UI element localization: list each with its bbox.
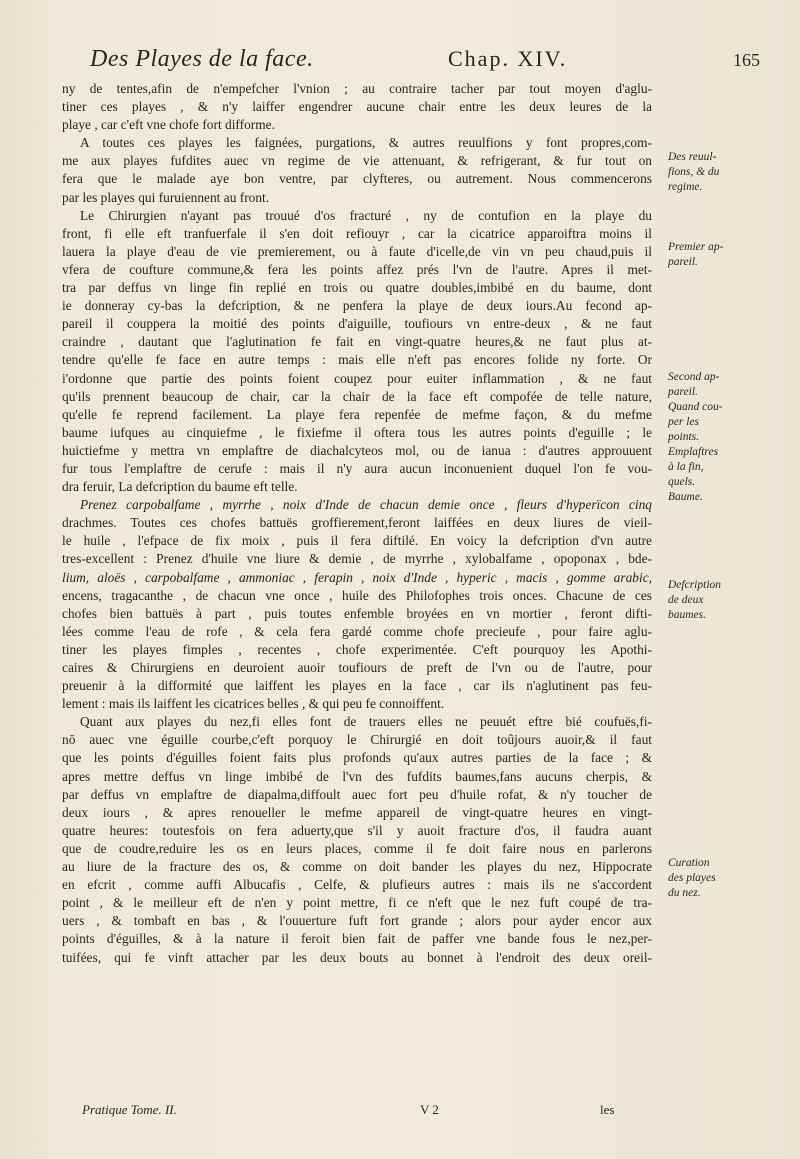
text-line: par deffus vn emplaftre de diapalma,diffoult auec fort peu d'huile rofat, & n'y toucher de (62, 786, 652, 802)
text-line: Prenez carpobalfame , myrrhe , noix d'Inde de chacun demie once , fleurs d'hyperïcon cinq (80, 497, 652, 513)
footer-signature: V 2 (420, 1102, 439, 1117)
text-line: apres mettre deffus vn linge imbibé de l'vn des fufdits baumes,fans aucuns cherpis, & (62, 768, 652, 784)
text-line: fur tous l'emplaftre de cerufe : mais il n'y aura aucun inconuenient duquel l'on fe vou- (62, 460, 652, 476)
margin-note: Des reuul- fions, & du regime. (668, 151, 720, 193)
text-line: lauera la playe d'eau de vie premierement, ou à faute d'icelle,de vin vn peu chaud,puis il (62, 243, 652, 259)
text-line: ny de tentes,afin de n'empefcher l'vnion ; au contraire tacher par tout moyen d'aglu- (62, 81, 652, 96)
text-line: le huile , l'efpace de fix moix , puis il fera diftilé. En voicy la defcription d'vn autre (62, 533, 652, 549)
text-line: fera que le malade aye bon ventre, par clyfteres, ou autrement. Nous commencerons (62, 171, 652, 187)
text-line: uers , & tombaft en bas , & l'ouuerture fuft fort grande ; alors pour ayder encor aux (62, 913, 652, 929)
running-title: Des Playes de la face. (90, 46, 314, 72)
text-line: qu'ils prennent beaucoup de chair, car la chair de la face eft compofée de telle nature, (62, 388, 652, 404)
text-line: points d'éguilles, & à la nature il feroit bien fait de paffer vne bande fous le nez,per- (62, 931, 652, 947)
text-line: i'ordonne que partie des points foient coupez pour euiter inflammation , & ne faut (62, 370, 652, 386)
text-line: Quant aux playes du nez,fi elles font de trauers elles ne peuuét eftre bié coufuës,fi- (80, 714, 652, 730)
text-line: par les playes qui furuiennent au front. (62, 189, 270, 205)
text-line: caires & Chirurgiens en deuroient auoir toufiours de preft de l'vn ou de l'autre, pour (62, 660, 652, 675)
text-line: Le Chirurgien n'ayant pas trouué d'os fracturé , ny de contufion en la playe du (80, 207, 652, 223)
footer-catchword: les (600, 1102, 615, 1117)
text-line: tiner ces playes , & n'y laiffer engendrer aucune chair entre les deux leures de la (62, 99, 652, 115)
footer-book-title: Pratique Tome. II. (82, 1102, 177, 1117)
text-line: preuenir à la difformité que laiffent les playes en la face , car ils n'aglutinent pas feu- (62, 678, 652, 694)
text-line: nō auec vne éguille courbe,c'eft porquoy le Chirurgié en doit toûjours auoir,& il faut (62, 732, 652, 748)
page-header (60, 46, 760, 82)
text-line: huictiefme y mettra vn emplaftre de diachalcyteos mol, ou de ianua : d'autres approuuent (62, 442, 652, 458)
text-line: lées comme l'eau de rofe , & cela fera gardé comme chofe precieufe , pour faire aglu- (62, 623, 652, 639)
text-line: quatre heures: toutesfois on fera aduerty,que s'il y auoit fracture d'os, il faudra auant (62, 822, 652, 838)
text-line: craindre , dautant que l'aglutination fe fait en vingt-quatre heures,& ne faut plus at- (62, 334, 652, 350)
text-line: front, fi elle eft tranfuerfale il s'en doit refiouyr , car la cicatrice apparoiftra moins il (62, 225, 652, 241)
text-line: playe , car c'eft vne chofe fort difforme. (62, 117, 275, 133)
text-line: lium, aloës , carpobalfame , ammoniac , ferapin , noix d'Inde , hyperic , macis , gomme arabic, (62, 569, 652, 585)
margin-note: Defcription de deux baumes. (668, 579, 722, 621)
text-line: baume iufques au cinquiefme , le fixiefme il oftera tous les autres points d'eguille ; le (62, 424, 652, 440)
text-line: tiner les playes fimples , recentes , chofe experimentée. C'eft pourquoy les Apothi- (62, 641, 652, 657)
page-number: 165 (733, 50, 760, 70)
text-line: que les points d'éguilles foient faits plus profonds qu'aux autres parties de la face ; & (62, 750, 652, 766)
text-line: pareil il couppera la moitié des points d'aiguille, toufiours vn entre-deux , & ne faut (62, 316, 652, 332)
text-line: tra par deffus vn linge fin replié en trois ou quatre doubles,imbibé en du baume, dont (62, 280, 652, 296)
margin-note: Curation des playes du nez. (668, 857, 716, 899)
text-line: point , & le meilleur eft de n'en y point mettre, fi ce n'eft que le nez fuft coupé de tra- (62, 895, 652, 911)
text-line: drachmes. Toutes ces chofes battuës groffierement,feront laiffées en deux liures de vieil- (62, 515, 652, 531)
text-line: au liure de la fracture des os, & comme on doit bander les playes du nez, Hippocrate (62, 859, 652, 875)
text-line: dra feruir, La defcription du baume eft telle. (62, 479, 298, 495)
text-line: en efcrit , comme auffi Albucafis , Celfe, & plufieurs autres : mais ils ne s'accordent (62, 877, 652, 893)
text-line: encens, tragacanthe , de chacun vne once , huile des Philofophes trois onces. Chacune de ces (62, 587, 652, 603)
text-line: ie donneray cy-bas la defcription, & ne penfera la playe de deux iours.Au fecond ap- (62, 298, 652, 314)
text-line: A toutes ces playes les faignées, purgations, & autres reuulfions y font propres,com- (80, 135, 652, 151)
text-line: que de coudre,reduire les os en leurs places, comme il fe doit faire nous en parlerons (62, 840, 652, 856)
margin-note: Premier ap- pareil. (668, 241, 724, 268)
text-line: me aux playes fufdites auec vn regime de vie attenuant, & refrigerant, & fur tout on (62, 153, 652, 169)
text-line: tres-excellent : Prenez d'huile vne liure & demie , de myrrhe , xylobalfame , opoponax , bde- (62, 551, 652, 567)
body-text (62, 80, 652, 967)
text-line: qu'elle fe reprend facilement. La playe fera repenfée de mefme façon, & du mefme (62, 406, 652, 422)
text-line: tuifées, qui fe vinft attacher par les deux bouts au bonnet à l'endroit des deux oreil- (62, 949, 652, 965)
chapter-heading: Chap. XIV. (448, 46, 568, 71)
text-line: deux iours , & apres renoueller le mefme appareil de vingt-quatre heures en vingt- (62, 804, 652, 820)
text-line: lement : mais ils laiffent les cicatrices belles , & qui peu fe connoiffent. (62, 696, 445, 712)
text-line: vfera de coufture commune,& fera les points affez prés l'vn de l'autre. Apres il met- (62, 261, 652, 277)
text-line: chofes bien battuës à part , puis toutes enfemble broyées en vn mortier , feront difti- (62, 605, 652, 621)
margin-note: Second ap- pareil. Quand cou- per les points. Emplaftres à la fin, quels. Baume. (668, 371, 723, 503)
text-line: tendre qu'elle fe face en autre temps : mais elle n'eft pas encores folide ny forte. Or (62, 352, 652, 368)
